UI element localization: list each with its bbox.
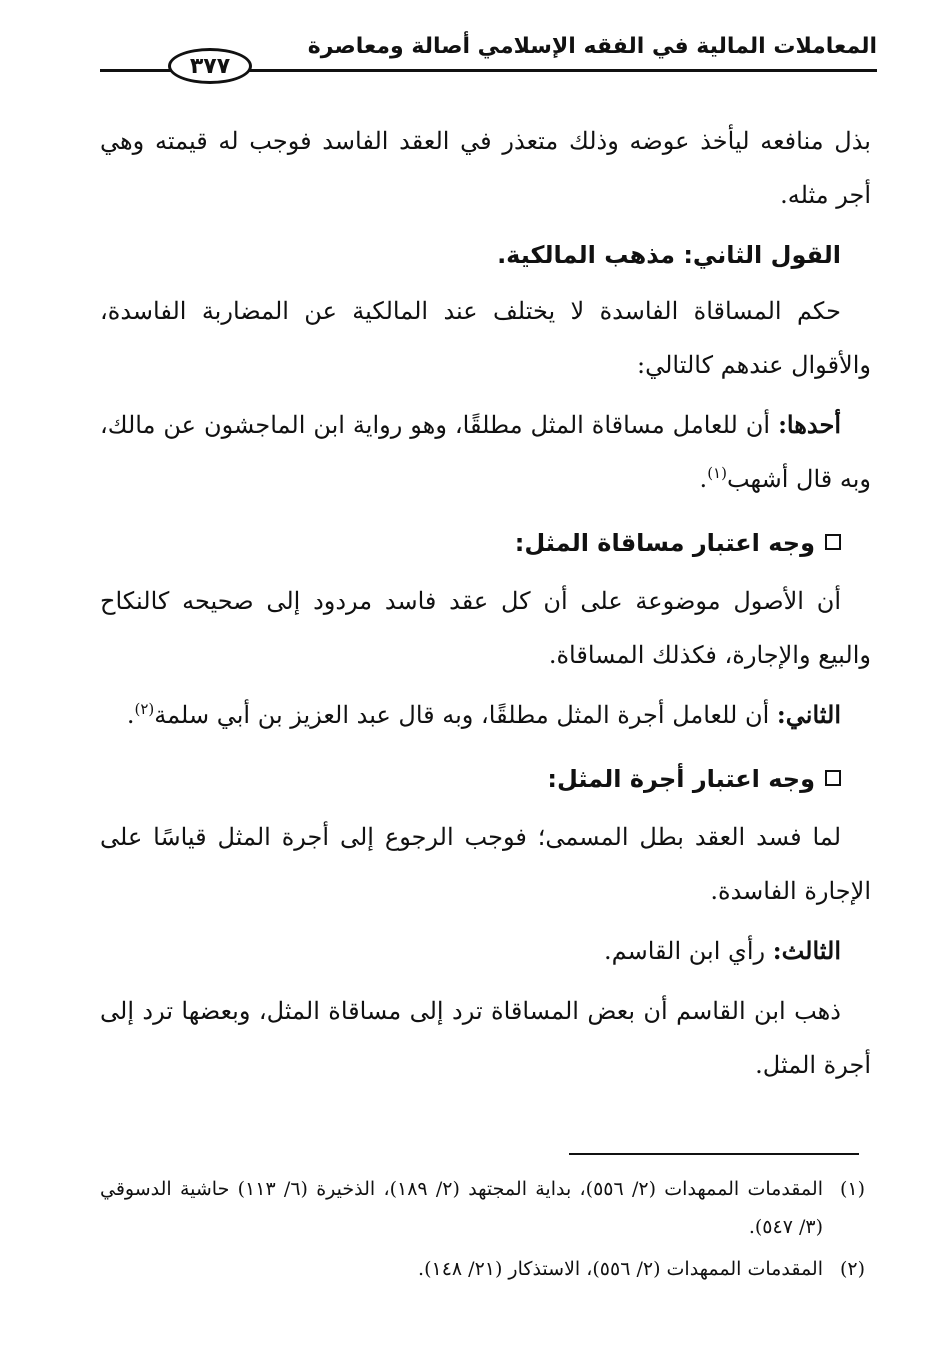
- page-number: ٣٧٧: [168, 48, 252, 84]
- paragraph-7: [100, 924, 871, 978]
- footnote-ref-2[interactable]: (٢): [134, 700, 155, 718]
- footnote-text: المقدمات الممهدات (٢/ ٥٥٦)، بداية المجتهد (٢/ ١٨٩)، الذخيرة (٦/ ١١٣) حاشية الدسوقي (٣/ ٥٤٧).: [100, 1178, 823, 1238]
- paragraph-5: [100, 688, 871, 742]
- subheading-musaqat-al-mithl: [100, 516, 871, 570]
- paragraph-1: بذل منافعه ليأخذ عوضه وذلك متعذر في العقد الفاسد فوجب له قيمته وهي أجر مثله.: [100, 127, 871, 209]
- footnote-text: المقدمات الممهدات (٢/ ٥٥٦)، الاستذكار (٢١/ ١٤٨).: [418, 1258, 823, 1280]
- page-body: [100, 114, 871, 1098]
- paragraph-4: أن الأصول موضوعة على أن كل عقد فاسد مردود إلى صحيحه كالنكاح والبيع والإجارة، فكذلك المساقاة.: [100, 587, 871, 669]
- footnote-2: [100, 1250, 865, 1288]
- paragraph-8: ذهب ابن القاسم أن بعض المساقاة ترد إلى مساقاة المثل، وبعضها ترد إلى أجرة المثل.: [100, 997, 871, 1079]
- subheading-ujrat-al-mithl: [100, 752, 871, 806]
- paragraph-5-text: أن للعامل أجرة المثل مطلقًا، وبه قال عبد العزيز بن أبي سلمة: [154, 701, 777, 729]
- paragraph-3-end: .: [699, 465, 708, 493]
- paragraph-5-end: .: [126, 701, 135, 729]
- paragraph-3-text: أن للعامل مساقاة المثل مطلقًا، وهو رواية ابن الماجشون عن مالك، وبه قال أشهب: [100, 411, 871, 493]
- footnotes-section: [100, 1170, 865, 1292]
- paragraph-7-text: رأي ابن القاسم.: [604, 937, 773, 965]
- book-title: المعاملات المالية في الفقه الإسلامي أصالة ومعاصرة: [307, 34, 877, 59]
- footnote-1: [100, 1170, 865, 1246]
- subheading-2-text: وجه اعتبار أجرة المثل:: [547, 765, 815, 793]
- footnote-separator: [569, 1153, 859, 1155]
- footnote-ref-1[interactable]: (١): [707, 464, 727, 482]
- paragraph-7-lead: الثالث:: [772, 936, 841, 965]
- paragraph-6: لما فسد العقد بطل المسمى؛ فوجب الرجوع إلى أجرة المثل قياسًا على الإجارة الفاسدة.: [100, 823, 871, 905]
- paragraph-2: حكم المساقاة الفاسدة لا يختلف عند المالكية عن المضاربة الفاسدة، والأقوال عندهم كالتالي:: [100, 297, 871, 379]
- footnote-number: (١): [839, 1178, 865, 1200]
- footnote-number: (٢): [839, 1258, 865, 1280]
- square-bullet-icon: [825, 534, 841, 550]
- page-header: [100, 28, 877, 88]
- paragraph-5-lead: الثاني:: [776, 700, 841, 729]
- paragraph-3-lead: أحدها:: [778, 410, 841, 439]
- square-bullet-icon: [825, 770, 841, 786]
- subheading-1-text: وجه اعتبار مساقاة المثل:: [514, 529, 815, 557]
- paragraph-3: [100, 398, 871, 506]
- heading-second-opinion: القول الثاني: مذهب المالكية.: [497, 241, 841, 269]
